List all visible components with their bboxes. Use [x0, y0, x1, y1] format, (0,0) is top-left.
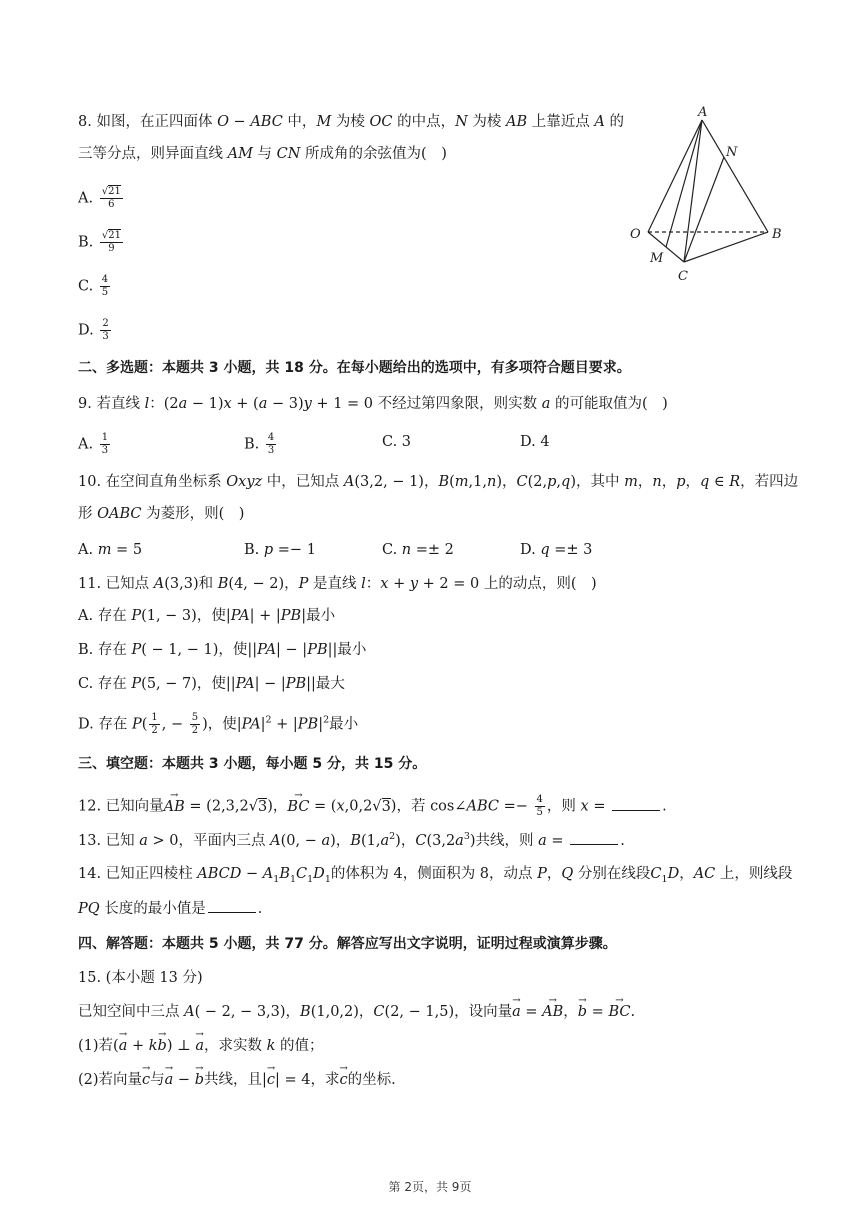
q9-option-b: B. $\frac{4}{3}$ [244, 432, 275, 456]
section-3-heading: 三、填空题：本题共 3 小题，每小题 5 分，共 15 分。 [78, 756, 427, 772]
q9-option-a: A. $\frac{1}{3}$ [78, 432, 109, 456]
q11-option-d: D. 存在 P( $\frac{1}{2}$ , − $\frac{5}{2}$ )，使$|PA|^2 + |PB|^2$最小 [78, 712, 359, 736]
q8-option-c: C. $\frac{4}{5}$ [78, 274, 109, 298]
q8-stem-line1: 8. 如图，在正四面体 O − ABC 中，M 为棱 OC 的中点，N 为棱 AB 上靠近点 A 的 [78, 114, 624, 130]
label-m: M [650, 251, 664, 266]
q10-stem-line1: 10. 在空间直角坐标系 Oxyz 中，已知点 A(3,2, − 1)，B(m,1,n)，C(2,p,q)，其中 m，n，p，q ∈ R，若四边 [78, 474, 799, 490]
q10-option-c: C. n =± 2 [382, 542, 454, 558]
q15-part2: (2)若向量→ c与→ a − → b共线，且|→ c| = 4，求→ c的坐标. [78, 1070, 396, 1090]
page-footer: 第 2页，共 9页 [388, 1180, 472, 1194]
q14-stem-line1: 14. 已知正四棱柱 ABCD − $A_1B_1C_1D_1$的体积为 4，侧面积为 8，动点 P，Q 分别在线段$C_1D$，AC 上，则线段 [78, 866, 793, 885]
q9-option-d: D. 4 [520, 434, 550, 450]
q11-option-c: C. 存在 P(5, − 7)，使||PA| − |PB||最大 [78, 676, 345, 692]
q13-stem: 13. 已知 a > 0，平面内三点 A(0, − a)，$B(1,a^2)$，$C(3,2a^3)$共线，则 a = . [78, 831, 625, 849]
section-4-heading: 四、解答题：本题共 5 小题，共 77 分。解答应写出文字说明，证明过程或演算步骤。 [78, 936, 617, 952]
q15-header: 15. (本小题 13 分) [78, 970, 203, 986]
section-2-heading: 二、多选题：本题共 3 小题，共 18 分。在每小题给出的选项中，有多项符合题目要求。 [78, 360, 631, 376]
edge-ac [684, 120, 702, 262]
q15-part1: (1)若(→ a + k→ b) ⊥ → a，求实数 k 的值； [78, 1036, 324, 1056]
q9-option-c: C. 3 [382, 434, 412, 450]
q10-option-b: B. p =− 1 [244, 542, 316, 558]
q8-option-b: B. $\frac{√21}{9}$ [78, 230, 121, 254]
q8-stem-line2: 三等分点，则异面直线 AM 与 CN 所成角的余弦值为( ) [78, 146, 447, 162]
q14-stem-line2: PQ 长度的最小值是 . [78, 898, 262, 919]
segment-cn [684, 157, 724, 262]
tetrahedron-figure [618, 104, 798, 284]
edge-cb [684, 232, 768, 262]
q10-stem-line2: 形 OABC 为菱形，则( ) [78, 506, 245, 522]
q11-option-b: B. 存在 P( − 1, − 1)，使||PA| − |PB||最小 [78, 642, 367, 658]
edge-ab [702, 120, 768, 232]
q9-stem: 9. 若直线 l：(2a − 1)x + (a − 3)y + 1 = 0 不经过第四象限，则实数 a 的可能取值为( ) [78, 396, 668, 412]
label-c: C [678, 269, 688, 284]
label-a: A [698, 105, 708, 120]
q10-option-a: A. m = 5 [78, 542, 143, 558]
q8-option-a: A. $\frac{√21}{6}$ [78, 186, 121, 210]
q10-option-d: D. q =± 3 [520, 542, 593, 558]
q11-stem: 11. 已知点 A(3,3)和 B(4, − 2)，P 是直线 l：x + y + 2 = 0 上的动点，则( ) [78, 576, 597, 592]
q15-stem: 已知空间中三点 A( − 2, − 3,3)，B(1,0,2)，C(2, − 1,5)，设向量→ a = → AB，→ b = → BC. [78, 1002, 635, 1022]
q12-stem: 12. 已知向量→ AB = (2,3,2√3)，→ BC = (x,0,2√3)，若 cos∠ABC =− $\frac{4}{5}$ ，则 x = . [78, 794, 667, 819]
label-o: O [630, 227, 641, 242]
q11-option-a: A. 存在 P(1, − 3)，使|PA| + |PB|最小 [78, 608, 336, 624]
q8-option-d: D. $\frac{2}{3}$ [78, 318, 109, 342]
label-b: B [772, 227, 782, 242]
label-n: N [726, 145, 738, 160]
